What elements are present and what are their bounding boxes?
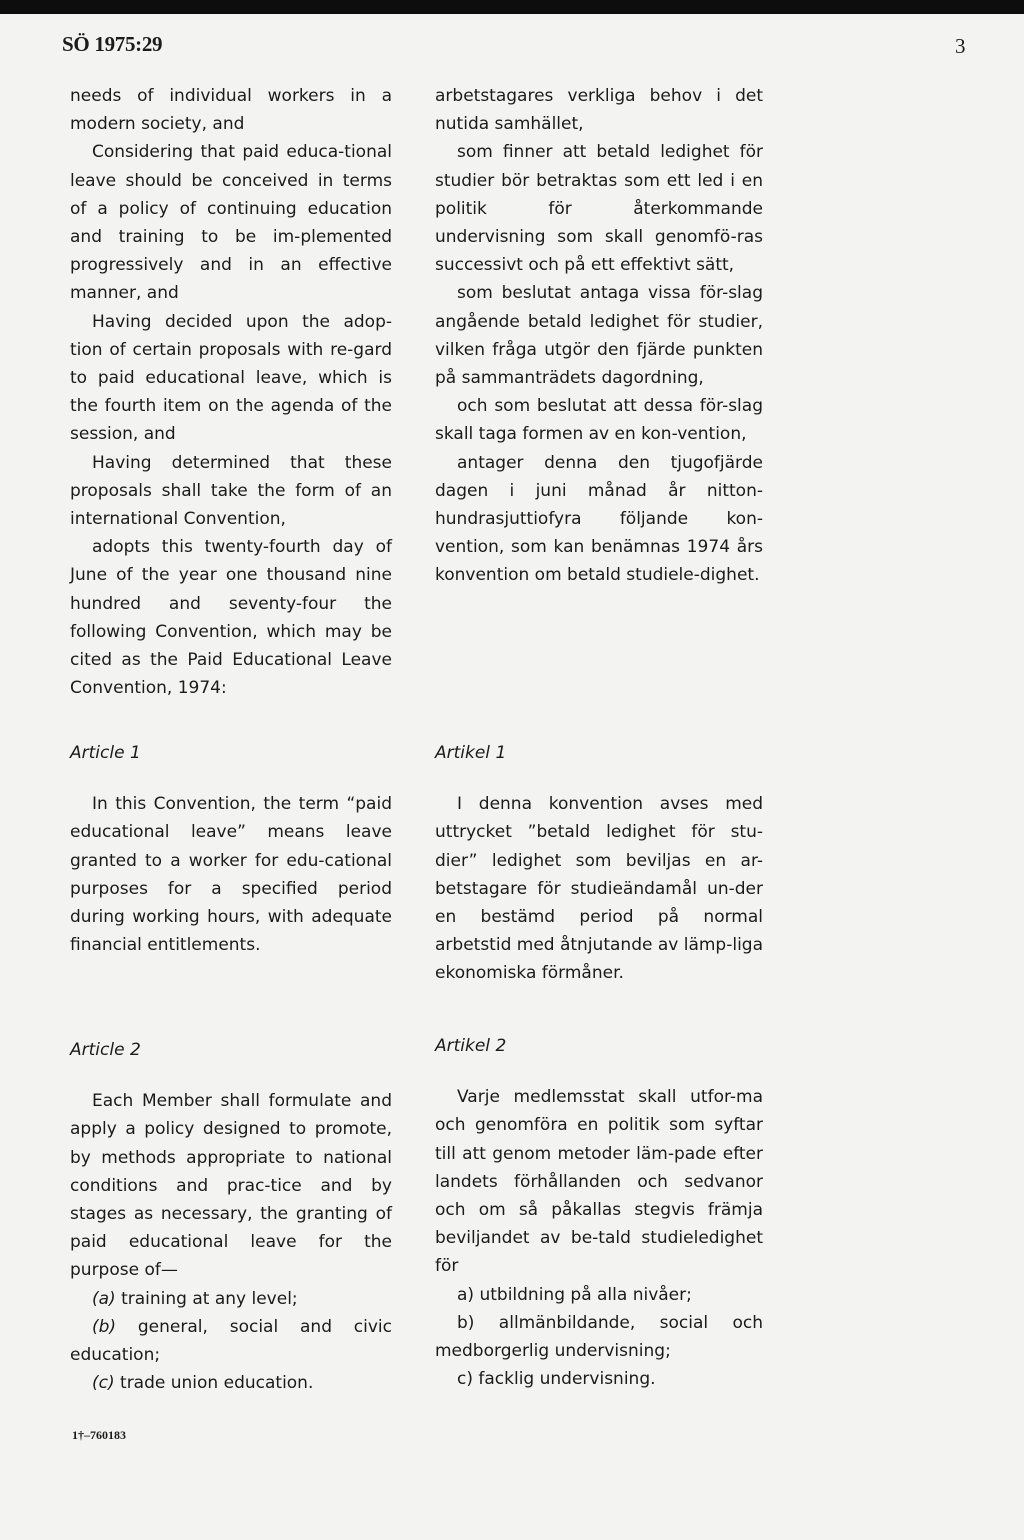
- top-border-rule: [0, 0, 1024, 14]
- item-label: a): [457, 1284, 475, 1305]
- english-preamble: [70, 82, 392, 702]
- item-text: general, social and civic education;: [70, 1316, 393, 1366]
- swedish-article-2-title: Artikel 2: [435, 1036, 507, 1056]
- print-code: 1†–760183: [72, 1428, 126, 1442]
- english-article-1: [70, 739, 392, 959]
- swedish-preamble: [435, 82, 763, 590]
- english-preamble-paragraph: needs of individual workers in a modern society, and: [70, 86, 392, 135]
- document-reference: SÖ 1975:29: [62, 32, 163, 56]
- swedish-preamble-paragraph: som beslutat antaga vissa för-slag angående betald ledighet för studier, vilken fråga utgör den fjärde punkten på sammanträdets dagordning,: [435, 283, 763, 389]
- item-label: b): [457, 1312, 475, 1333]
- english-article-2-item: [70, 1369, 392, 1397]
- item-text: facklig undervisning.: [478, 1369, 656, 1390]
- english-preamble-paragraph: adopts this twenty-fourth day of June of the year one thousand nine hundred and seventy-four the following Convention, which may be cited as the Paid Educational Leave Convention, 1974:: [70, 537, 392, 699]
- swedish-article-1-title: Artikel 1: [435, 743, 507, 763]
- item-text: utbildning på alla nivåer;: [479, 1284, 692, 1305]
- swedish-preamble-paragraph: och som beslutat att dessa för-slag skall taga formen av en kon-vention,: [435, 396, 763, 445]
- swedish-preamble-paragraph: antager denna den tjugofjärde dagen i juni månad år nitton-hundrasjuttiofyra följande kon-vention, som kan benämnas 1974 års konvention om betald studiele-dighet.: [435, 452, 763, 586]
- item-text: trade union education.: [120, 1373, 314, 1394]
- english-preamble-paragraph: Considering that paid educa-tional leave should be conceived in terms of a policy of continuing education and training to be im-plemented progressively and in an effective manner, and: [70, 142, 392, 304]
- page-number: 3: [955, 34, 966, 58]
- item-label: (a): [92, 1288, 116, 1309]
- english-preamble-paragraph: Having decided upon the adop-tion of certain proposals with re-gard to paid educational leave, which is the fourth item on the agenda of the session, and: [70, 311, 392, 445]
- swedish-article-2-text: Varje medlemsstat skall utfor-ma och genomföra en politik som syftar till att genom metoder läm-pade efter landets förhållanden och sedvanor och om så påkallas stegvis främja beviljandet av be-tald studieledighet för: [435, 1087, 763, 1277]
- english-article-1-text: In this Convention, the term “paid educational leave” means leave granted to a worker for edu-cational purposes for a specified period during working hours, with adequate financial entitlements.: [70, 794, 392, 956]
- english-article-2: [70, 1036, 392, 1397]
- swedish-article-2-item: [435, 1281, 763, 1309]
- swedish-article-2-item: [435, 1309, 763, 1365]
- english-preamble-paragraph: Having determined that these proposals shall take the form of an international Convention,: [70, 452, 392, 530]
- english-article-2-item: [70, 1285, 392, 1313]
- item-label: c): [457, 1369, 473, 1390]
- item-label: (c): [92, 1373, 115, 1394]
- item-text: allmänbildande, social och medborgerlig undervisning;: [435, 1312, 763, 1362]
- english-article-2-text: Each Member shall formulate and apply a policy designed to promote, by methods appropriate to national conditions and prac-tice and by stages as necessary, the granting of paid educational leave for the purpose of—: [70, 1091, 392, 1281]
- item-text: training at any level;: [121, 1288, 298, 1309]
- item-label: (b): [92, 1316, 117, 1337]
- swedish-article-2: [435, 1032, 763, 1393]
- swedish-article-1: [435, 739, 763, 988]
- swedish-preamble-paragraph: som finner att betald ledighet för studier bör betraktas som ett led i en politik för återkommande undervisning som skall genomfö-ras successivt och på ett effektivt sätt,: [435, 142, 763, 276]
- swedish-article-1-text: I denna konvention avses med uttrycket ”betald ledighet för stu-dier” ledighet som beviljas en ar-betstagare för studieändamål un-der en bestämd period på normal arbetstid med åtnjutande av lämp-liga ekonomiska förmåner.: [435, 794, 764, 984]
- swedish-article-2-item: [435, 1365, 763, 1393]
- swedish-preamble-paragraph: arbetstagares verkliga behov i det nutida samhället,: [435, 86, 763, 135]
- english-article-2-item: [70, 1313, 392, 1369]
- english-article-2-title: Article 2: [70, 1040, 141, 1060]
- english-article-1-title: Article 1: [70, 743, 141, 763]
